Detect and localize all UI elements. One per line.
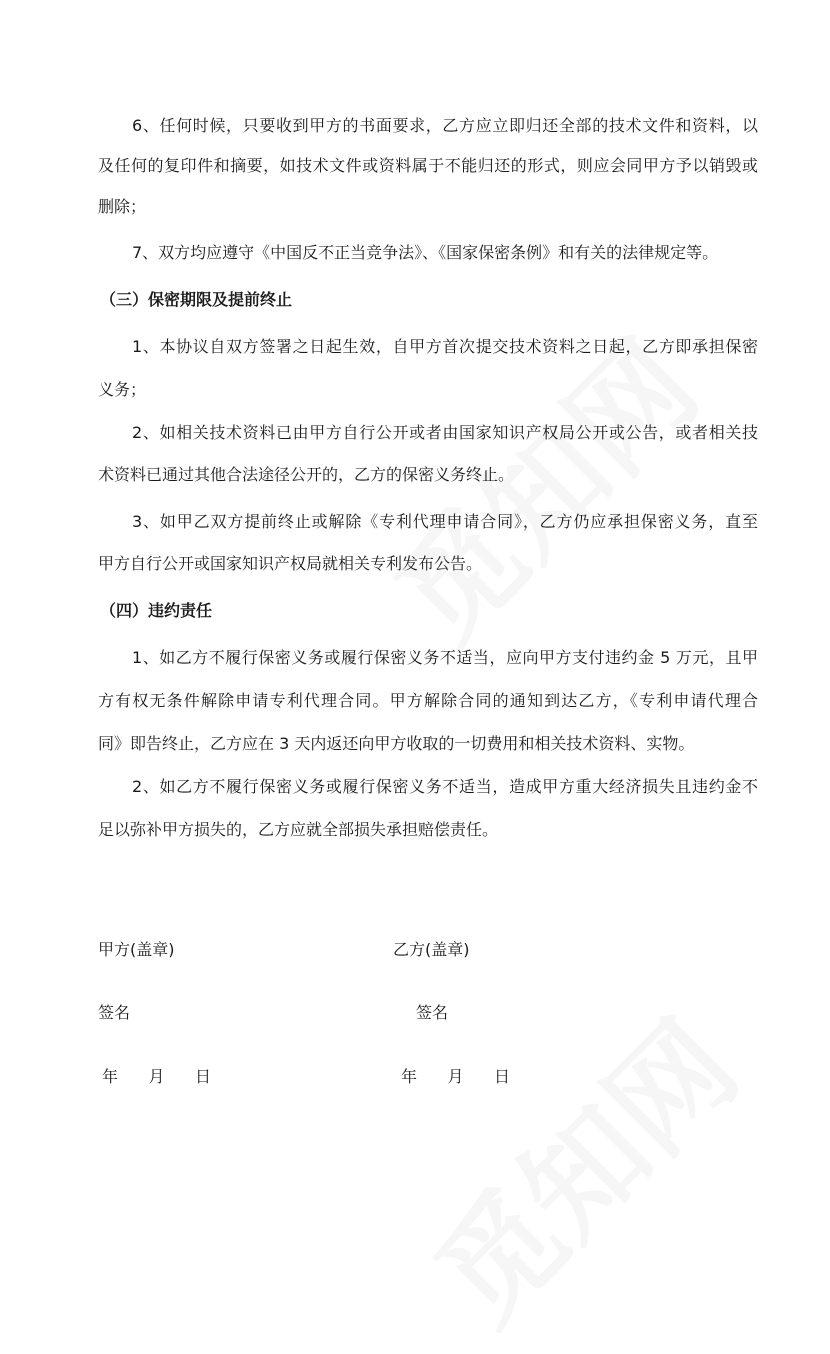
party-b-date-label: 年 月 日: [401, 1067, 511, 1086]
section-3-p1-line: 1、本协议自双方签署之日起生效，自甲方首次提交技术资料之日起，乙方即承担保密: [132, 337, 758, 356]
party-b-signature-label: 签名: [416, 1003, 449, 1022]
clause-6-line: 6、任何时候，只要收到甲方的书面要求，乙方应立即归还全部的技术文件和资料，以: [132, 116, 758, 135]
clause-6-line: 删除；: [98, 197, 147, 216]
clause-6-line: 及任何的复印件和摘要，如技术文件或资料属于不能归还的形式，则应会同甲方予以销毁或: [98, 156, 758, 175]
section-4-p2-line: 足以弥补甲方损失的，乙方应就全部损失承担赔偿责任。: [98, 820, 499, 839]
party-a-signature-label: 签名: [98, 1003, 131, 1022]
party-b-seal-label: 乙方(盖章): [393, 940, 470, 959]
section-3-p2-line: 2、如相关技术资料已由甲方自行公开或者由国家知识产权局公开或公告，或者相关技: [132, 423, 758, 442]
section-3-p1-line: 义务；: [98, 380, 147, 399]
section-4-heading: （四）违约责任: [100, 601, 213, 620]
party-a-seal-label: 甲方(盖章): [98, 940, 175, 959]
section-4-p1-line: 同》即告终止，乙方应在 3 天内返还向甲方收取的一切费用和相关技术资料、实物。: [98, 734, 695, 753]
clause-7-line: 7、双方均应遵守《中国反不正当竞争法》、《国家保密条例》和有关的法律规定等。: [132, 243, 719, 262]
party-a-date-label: 年 月 日: [102, 1067, 212, 1086]
section-3-p3-line: 甲方自行公开或国家知识产权局就相关专利发布公告。: [98, 554, 483, 573]
section-4-p1-line: 1、如乙方不履行保密义务或履行保密义务不适当，应向甲方支付违约金 5 万元，且甲: [132, 648, 758, 667]
section-4-p1-line: 方有权无条件解除申请专利代理合同。甲方解除合同的通知到达乙方，《专利申请代理合: [98, 691, 758, 710]
watermark: [392, 978, 768, 1354]
section-4-p2-line: 2、如乙方不履行保密义务或履行保密义务不适当，造成甲方重大经济损失且违约金不: [132, 777, 758, 796]
section-3-p2-line: 术资料已通过其他合法途径公开的，乙方的保密义务终止。: [98, 465, 515, 484]
section-3-p3-line: 3、如甲乙双方提前终止或解除《专利代理申请合同》，乙方仍应承担保密义务，直至: [132, 512, 758, 531]
section-3-heading: （三）保密期限及提前终止: [100, 290, 293, 309]
